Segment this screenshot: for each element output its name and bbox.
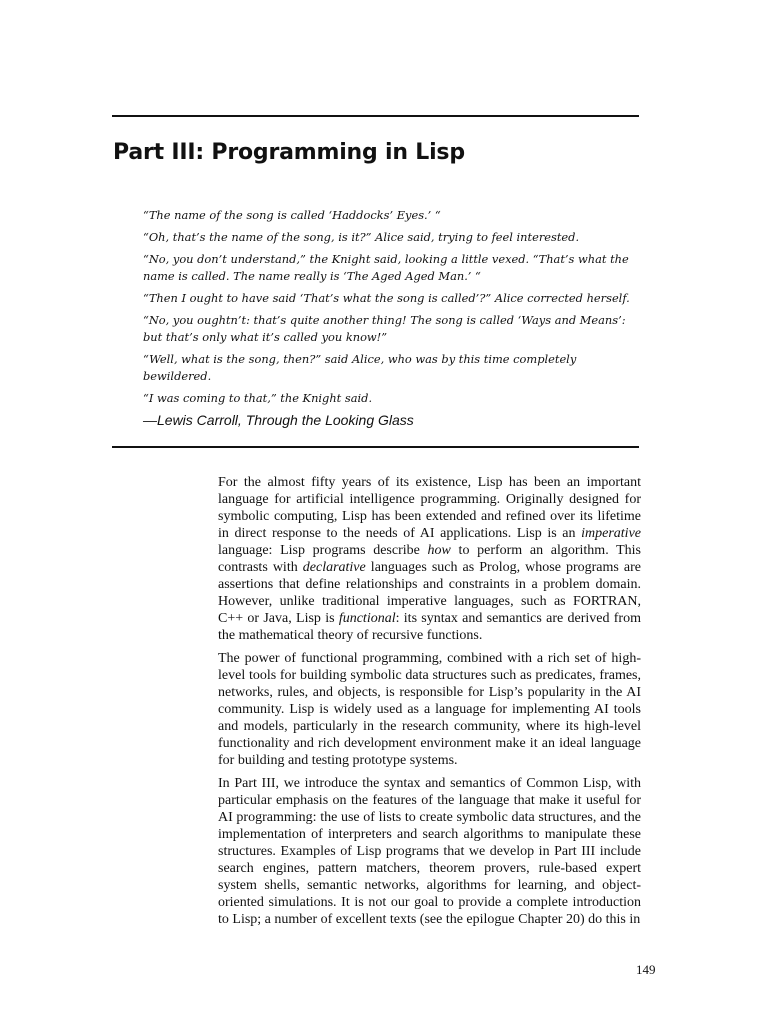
epigraph-line: “Then I ought to have said ‘That’s what the song is called’?” Alice corrected herself.	[143, 291, 630, 305]
text-run: For the almost fifty years of its existence, Lisp has been an important language for artificial intelligence programming. Originally designed for symbolic computing, Lisp has been extended and refined over its lifetime in direct response to the needs of AI applications. Lisp is an	[218, 475, 641, 541]
top-rule	[112, 115, 639, 117]
paragraph-2: The power of functional programming, combined with a rich set of high-level tools for building symbolic data structures such as predicates, frames, networks, rules, and objects, is responsible for Lisp’s popularity in the AI community. Lisp is widely used as a language for implementing AI tools and models, particularly in the research community, where its high-level functionality and rich development environment make it an ideal language for building and testing prototype systems.	[218, 651, 641, 768]
bottom-rule	[112, 446, 639, 448]
emphasis-how: how	[427, 543, 451, 558]
text-run: : its syntax and semantics are derived from the mathematical theory of recursive functions.	[218, 611, 641, 643]
text-run: language: Lisp programs describe	[218, 543, 428, 558]
emphasis-imperative: imperative	[581, 526, 641, 541]
epigraph	[143, 207, 633, 429]
page-number: 149	[636, 962, 656, 977]
body-text	[218, 474, 641, 934]
paragraph-3: In Part III, we introduce the syntax and semantics of Common Lisp, with particular emphasis on the features of the language that make it useful for AI programming: the use of lists to create symbolic data structures, and the implementation of interpreters and search algorithms to manipulate these structures. Examples of Lisp programs that we develop in Part III include search engines, pattern matchers, theorem provers, rule-based expert system shells, semantic networks, algorithms for learning, and object-oriented simulations. It is not our goal to provide a complete introduction to Lisp; a number of excellent texts (see the epilogue Chapter 20) do this in	[218, 776, 641, 927]
part-title: Part III: Programming in Lisp	[113, 140, 465, 165]
text-run: languages such as Prolog, whose programs are assertions that define relationships and constraints in a problem domain. However, unlike traditional imperative languages, such as FORTRAN, C++ or Java, Lisp is	[218, 560, 641, 626]
emphasis-functional: functional	[338, 611, 396, 626]
text-run: to perform an algorithm. This contrasts with	[218, 543, 642, 575]
epigraph-line: “Oh, that’s the name of the song, is it?” Alice said, trying to feel interested.	[143, 230, 580, 244]
paragraph-1	[218, 474, 641, 644]
emphasis-declarative: declarative	[302, 560, 366, 575]
epigraph-line: “No, you oughtn’t: that’s quite another thing! The song is called ‘Ways and Means’: but that’s only what it’s called you know!”	[143, 313, 626, 344]
epigraph-line: “I was coming to that,” the Knight said.	[143, 391, 373, 405]
epigraph-attribution: —Lewis Carroll, Through the Looking Glass	[143, 412, 414, 428]
epigraph-line: “The name of the song is called ‘Haddocks’ Eyes.’ “	[143, 208, 441, 222]
epigraph-line: “No, you don’t understand,” the Knight said, looking a little vexed. “That’s what the name is called. The name really is ‘The Aged Aged Man.’ “	[143, 252, 629, 283]
epigraph-line: “Well, what is the song, then?” said Alice, who was by this time completely bewildered.	[143, 352, 577, 383]
